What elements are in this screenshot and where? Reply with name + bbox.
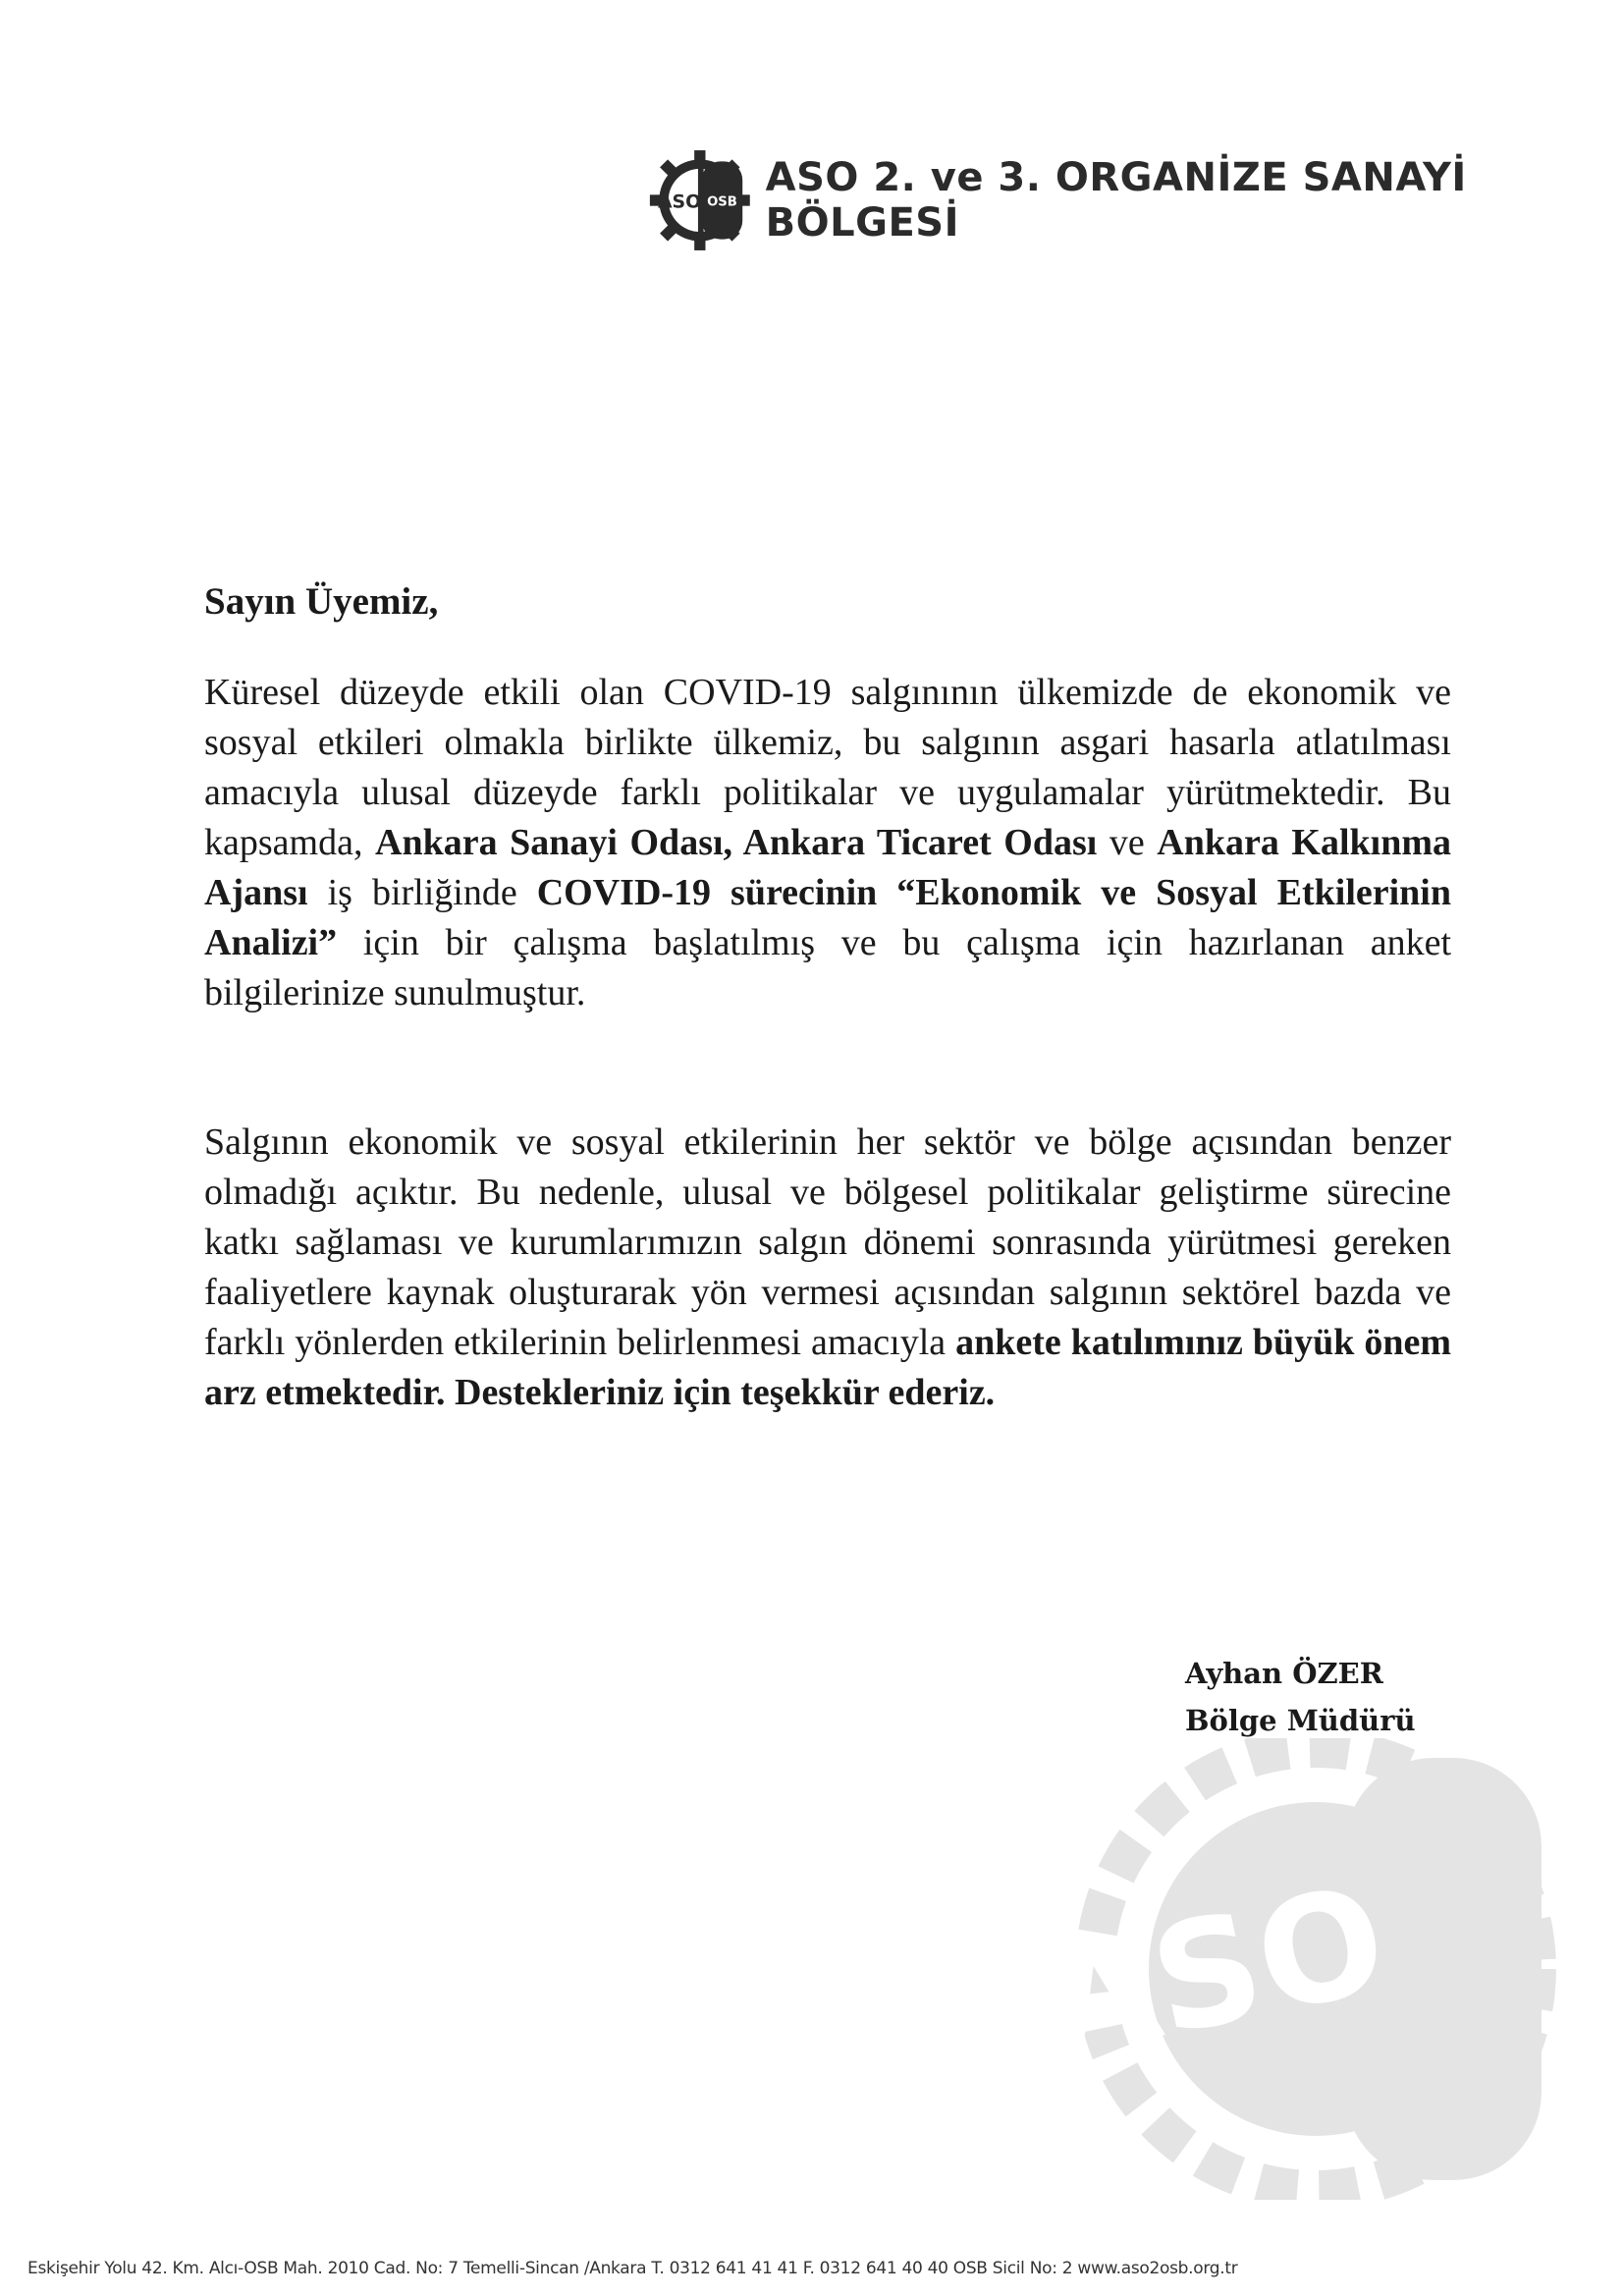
aso-osb-logo xyxy=(648,145,752,255)
signer-title: Bölge Müdürü xyxy=(1185,1704,1416,1737)
logo-watermark xyxy=(992,1738,1600,2200)
signature-block xyxy=(1185,1650,1416,1744)
paragraph-1 xyxy=(204,668,1451,1018)
text-run: Küresel düzeyde etkili olan COVID-19 salgınının ülkemizde de ekonomik ve sosyal etkileri olmakla birlikte ülkemiz, bu salgının asgari hasarla atlatılması amacıyla ulusal düzeyde farklı politikalar ve uygulamalar yürütmektedir. Bu kapsamda, xyxy=(204,672,1451,863)
svg-text:ASO: ASO xyxy=(1026,1853,1400,2094)
bold-text-run: Ankara Sanayi Odası, Ankara Ticaret Odası xyxy=(375,822,1098,863)
logo-side-text: OSB xyxy=(707,194,737,210)
bold-text-run: COVID-19 sürecinin “Ekonomik ve Sosyal Etkilerinin Analizi” xyxy=(204,872,1451,963)
text-run: ve xyxy=(1097,822,1158,863)
letterhead xyxy=(648,145,1623,255)
bold-text-run: ankete katılımınız büyük önem arz etmektedir. Destekleriniz için teşekkür ederiz. xyxy=(204,1322,1451,1413)
footer-address: Eskişehir Yolu 42. Km. Alcı-OSB Mah. 2010 Cad. No: 7 Temelli-Sincan /Ankara T. 0312 641 41 41 F. 0312 641 40 40 OSB Sicil No: 2 www.aso2osb.org.tr xyxy=(27,2259,1238,2278)
organization-name: ASO 2. ve 3. ORGANİZE SANAYİ BÖLGESİ xyxy=(765,155,1467,246)
bold-text-run: Ankara Kalkınma Ajansı xyxy=(204,822,1451,913)
salutation: Sayın Üyemiz, xyxy=(204,580,439,623)
text-run: Salgının ekonomik ve sosyal etkilerinin her sektör ve bölge açısından benzer olmadığı açıktır. Bu nedenle, ulusal ve bölgesel politikalar geliştirme sürecine katkı sağlaması ve kurumlarımızın salgın dönemi sonrasında yürütmesi gereken faaliyetlere kaynak oluşturarak yön vermesi açısından salgının sektörel bazda ve farklı yönlerden etkilerinin belirlenmesi amacıyla xyxy=(204,1121,1451,1363)
paragraph-2 xyxy=(204,1118,1451,1418)
signer-name: Ayhan ÖZER xyxy=(1185,1657,1383,1690)
logo-text: ASO xyxy=(657,191,702,213)
text-run: için bir çalışma başlatılmış ve bu çalışma için hazırlanan anket bilgilerinize sunulmuştur. xyxy=(204,922,1451,1013)
text-run: iş birliğinde xyxy=(307,872,537,913)
